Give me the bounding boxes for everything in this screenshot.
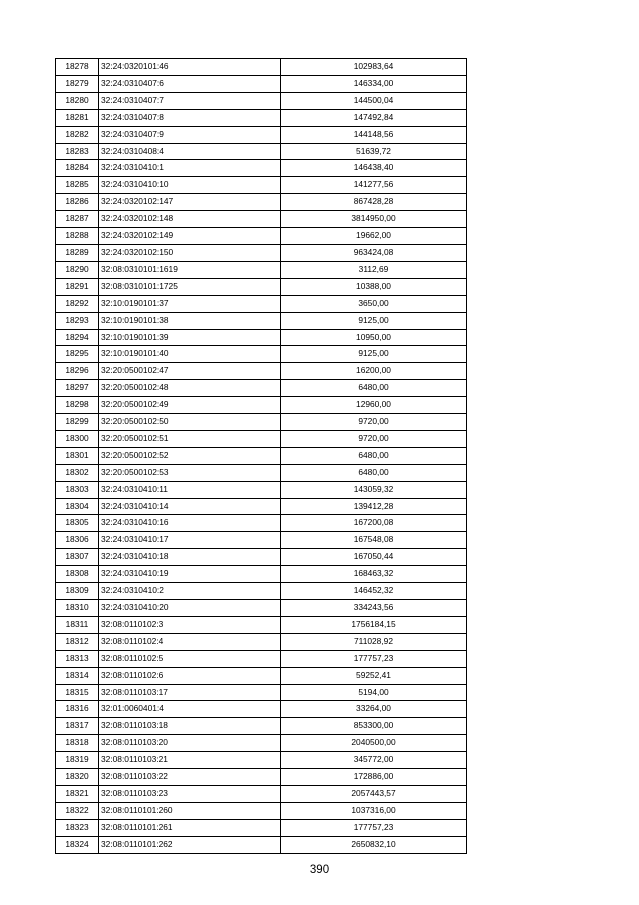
table-row (56, 819, 467, 836)
table-row (56, 785, 467, 802)
cadastral-number-cell: 32:20:0500102:52 (99, 447, 281, 464)
cadastral-number-cell: 32:20:0500102:50 (99, 414, 281, 431)
value-cell: 177757,23 (281, 819, 467, 836)
row-number-cell: 18288 (56, 228, 99, 245)
value-cell: 33264,00 (281, 701, 467, 718)
cadastral-number-cell: 32:10:0190101:40 (99, 346, 281, 363)
row-number-cell: 18301 (56, 447, 99, 464)
value-cell: 9720,00 (281, 430, 467, 447)
table-row (56, 346, 467, 363)
table-row (56, 515, 467, 532)
table-row (56, 59, 467, 76)
row-number-cell: 18287 (56, 211, 99, 228)
row-number-cell: 18278 (56, 59, 99, 76)
row-number-cell: 18315 (56, 684, 99, 701)
row-number-cell: 18320 (56, 769, 99, 786)
table-row (56, 447, 467, 464)
row-number-cell: 18285 (56, 177, 99, 194)
value-cell: 2057443,57 (281, 785, 467, 802)
cadastral-number-cell: 32:08:0310101:1619 (99, 261, 281, 278)
value-cell: 141277,56 (281, 177, 467, 194)
row-number-cell: 18282 (56, 126, 99, 143)
value-cell: 3814950,00 (281, 211, 467, 228)
table-row (56, 430, 467, 447)
cadastral-number-cell: 32:24:0320102:150 (99, 244, 281, 261)
table-row (56, 278, 467, 295)
row-number-cell: 18312 (56, 633, 99, 650)
value-cell: 102983,64 (281, 59, 467, 76)
table-row (56, 143, 467, 160)
table-row (56, 363, 467, 380)
value-cell: 2040500,00 (281, 735, 467, 752)
value-cell: 59252,41 (281, 667, 467, 684)
row-number-cell: 18318 (56, 735, 99, 752)
table-row (56, 244, 467, 261)
table-row (56, 718, 467, 735)
cadastral-number-cell: 32:20:0500102:53 (99, 464, 281, 481)
row-number-cell: 18290 (56, 261, 99, 278)
cadastral-number-cell: 32:24:0310410:19 (99, 566, 281, 583)
value-cell: 144148,56 (281, 126, 467, 143)
cadastral-number-cell: 32:24:0310407:8 (99, 109, 281, 126)
table-row (56, 600, 467, 617)
cadastral-number-cell: 32:24:0310407:6 (99, 75, 281, 92)
cadastral-number-cell: 32:20:0500102:48 (99, 380, 281, 397)
cadastral-number-cell: 32:08:0310101:1725 (99, 278, 281, 295)
table-row (56, 802, 467, 819)
table-row (56, 177, 467, 194)
value-cell: 19662,00 (281, 228, 467, 245)
value-cell: 168463,32 (281, 566, 467, 583)
cadastral-number-cell: 32:08:0110103:17 (99, 684, 281, 701)
value-cell: 6480,00 (281, 380, 467, 397)
cadastral-number-cell: 32:01:0060401:4 (99, 701, 281, 718)
value-cell: 147492,84 (281, 109, 467, 126)
table-row (56, 650, 467, 667)
value-cell: 143059,32 (281, 481, 467, 498)
cadastral-number-cell: 32:10:0190101:37 (99, 295, 281, 312)
cadastral-number-cell: 32:10:0190101:38 (99, 312, 281, 329)
table-row (56, 532, 467, 549)
table-row (56, 75, 467, 92)
table-row (56, 312, 467, 329)
value-cell: 711028,92 (281, 633, 467, 650)
cadastral-number-cell: 32:08:0110102:4 (99, 633, 281, 650)
value-cell: 963424,08 (281, 244, 467, 261)
row-number-cell: 18321 (56, 785, 99, 802)
cadastral-number-cell: 32:24:0310410:16 (99, 515, 281, 532)
row-number-cell: 18298 (56, 397, 99, 414)
table-row (56, 769, 467, 786)
value-cell: 177757,23 (281, 650, 467, 667)
cadastral-number-cell: 32:24:0310410:18 (99, 549, 281, 566)
value-cell: 1037316,00 (281, 802, 467, 819)
row-number-cell: 18306 (56, 532, 99, 549)
row-number-cell: 18296 (56, 363, 99, 380)
row-number-cell: 18313 (56, 650, 99, 667)
table-row (56, 295, 467, 312)
table-row (56, 633, 467, 650)
row-number-cell: 18302 (56, 464, 99, 481)
row-number-cell: 18284 (56, 160, 99, 177)
row-number-cell: 18281 (56, 109, 99, 126)
value-cell: 3112,69 (281, 261, 467, 278)
row-number-cell: 18322 (56, 802, 99, 819)
cadastral-number-cell: 32:20:0500102:51 (99, 430, 281, 447)
page-number: 390 (309, 864, 330, 876)
table-row (56, 498, 467, 515)
table-row (56, 380, 467, 397)
row-number-cell: 18299 (56, 414, 99, 431)
cadastral-number-cell: 32:24:0320101:46 (99, 59, 281, 76)
value-cell: 146438,40 (281, 160, 467, 177)
value-cell: 1756184,15 (281, 616, 467, 633)
cadastral-number-cell: 32:08:0110101:262 (99, 836, 281, 853)
table-row (56, 616, 467, 633)
row-number-cell: 18300 (56, 430, 99, 447)
value-cell: 146334,00 (281, 75, 467, 92)
cadastral-number-cell: 32:24:0310407:9 (99, 126, 281, 143)
table-row (56, 701, 467, 718)
value-cell: 12960,00 (281, 397, 467, 414)
row-number-cell: 18289 (56, 244, 99, 261)
row-number-cell: 18294 (56, 329, 99, 346)
row-number-cell: 18310 (56, 600, 99, 617)
table-row (56, 211, 467, 228)
value-cell: 167548,08 (281, 532, 467, 549)
row-number-cell: 18304 (56, 498, 99, 515)
row-number-cell: 18324 (56, 836, 99, 853)
table-row (56, 667, 467, 684)
value-cell: 9125,00 (281, 312, 467, 329)
cadastral-number-cell: 32:08:0110102:6 (99, 667, 281, 684)
cadastral-number-cell: 32:08:0110103:20 (99, 735, 281, 752)
table-row (56, 414, 467, 431)
table-row (56, 481, 467, 498)
row-number-cell: 18297 (56, 380, 99, 397)
cadastral-number-cell: 32:24:0310410:1 (99, 160, 281, 177)
cadastral-number-cell: 32:08:0110101:261 (99, 819, 281, 836)
row-number-cell: 18286 (56, 194, 99, 211)
value-cell: 867428,28 (281, 194, 467, 211)
row-number-cell: 18319 (56, 752, 99, 769)
cadastral-number-cell: 32:24:0320102:147 (99, 194, 281, 211)
value-cell: 9125,00 (281, 346, 467, 363)
table-row (56, 397, 467, 414)
table-row (56, 92, 467, 109)
row-number-cell: 18316 (56, 701, 99, 718)
cadastral-number-cell: 32:24:0320102:148 (99, 211, 281, 228)
row-number-cell: 18311 (56, 616, 99, 633)
table-row (56, 752, 467, 769)
value-cell: 167050,44 (281, 549, 467, 566)
value-cell: 51639,72 (281, 143, 467, 160)
value-cell: 10950,00 (281, 329, 467, 346)
row-number-cell: 18303 (56, 481, 99, 498)
value-cell: 345772,00 (281, 752, 467, 769)
value-cell: 6480,00 (281, 447, 467, 464)
cadastral-number-cell: 32:10:0190101:39 (99, 329, 281, 346)
table-row (56, 194, 467, 211)
value-cell: 146452,32 (281, 583, 467, 600)
cadastral-number-cell: 32:08:0110103:18 (99, 718, 281, 735)
row-number-cell: 18317 (56, 718, 99, 735)
value-cell: 144500,04 (281, 92, 467, 109)
value-cell: 16200,00 (281, 363, 467, 380)
row-number-cell: 18292 (56, 295, 99, 312)
value-cell: 334243,56 (281, 600, 467, 617)
cadastral-number-cell: 32:24:0310410:20 (99, 600, 281, 617)
row-number-cell: 18293 (56, 312, 99, 329)
cadastral-number-cell: 32:24:0320102:149 (99, 228, 281, 245)
table-row (56, 126, 467, 143)
table-row (56, 684, 467, 701)
value-cell: 5194,00 (281, 684, 467, 701)
row-number-cell: 18308 (56, 566, 99, 583)
table-row (56, 329, 467, 346)
table-row (56, 549, 467, 566)
cadastral-number-cell: 32:08:0110103:22 (99, 769, 281, 786)
value-cell: 9720,00 (281, 414, 467, 431)
row-number-cell: 18283 (56, 143, 99, 160)
table-row (56, 836, 467, 853)
row-number-cell: 18314 (56, 667, 99, 684)
value-cell: 10388,00 (281, 278, 467, 295)
cadastral-number-cell: 32:24:0310410:10 (99, 177, 281, 194)
table-row (56, 160, 467, 177)
table-row (56, 261, 467, 278)
cadastral-value-table (55, 58, 467, 854)
cadastral-number-cell: 32:08:0110102:3 (99, 616, 281, 633)
row-number-cell: 18307 (56, 549, 99, 566)
cadastral-number-cell: 32:24:0310410:11 (99, 481, 281, 498)
row-number-cell: 18279 (56, 75, 99, 92)
value-cell: 2650832,10 (281, 836, 467, 853)
table-row (56, 109, 467, 126)
value-cell: 167200,08 (281, 515, 467, 532)
value-cell: 6480,00 (281, 464, 467, 481)
table-row (56, 735, 467, 752)
value-cell: 139412,28 (281, 498, 467, 515)
value-cell: 853300,00 (281, 718, 467, 735)
row-number-cell: 18295 (56, 346, 99, 363)
table-row (56, 464, 467, 481)
table-row (56, 228, 467, 245)
cadastral-number-cell: 32:20:0500102:49 (99, 397, 281, 414)
cadastral-number-cell: 32:20:0500102:47 (99, 363, 281, 380)
cadastral-number-cell: 32:24:0310407:7 (99, 92, 281, 109)
cadastral-number-cell: 32:24:0310408:4 (99, 143, 281, 160)
cadastral-number-cell: 32:24:0310410:14 (99, 498, 281, 515)
table-row (56, 566, 467, 583)
cadastral-number-cell: 32:08:0110101:260 (99, 802, 281, 819)
row-number-cell: 18291 (56, 278, 99, 295)
cadastral-number-cell: 32:08:0110102:5 (99, 650, 281, 667)
value-cell: 3650,00 (281, 295, 467, 312)
table-body (56, 59, 467, 854)
cadastral-number-cell: 32:08:0110103:21 (99, 752, 281, 769)
row-number-cell: 18305 (56, 515, 99, 532)
cadastral-number-cell: 32:08:0110103:23 (99, 785, 281, 802)
row-number-cell: 18323 (56, 819, 99, 836)
row-number-cell: 18280 (56, 92, 99, 109)
cadastral-number-cell: 32:24:0310410:17 (99, 532, 281, 549)
row-number-cell: 18309 (56, 583, 99, 600)
value-cell: 172886,00 (281, 769, 467, 786)
table-row (56, 583, 467, 600)
cadastral-number-cell: 32:24:0310410:2 (99, 583, 281, 600)
